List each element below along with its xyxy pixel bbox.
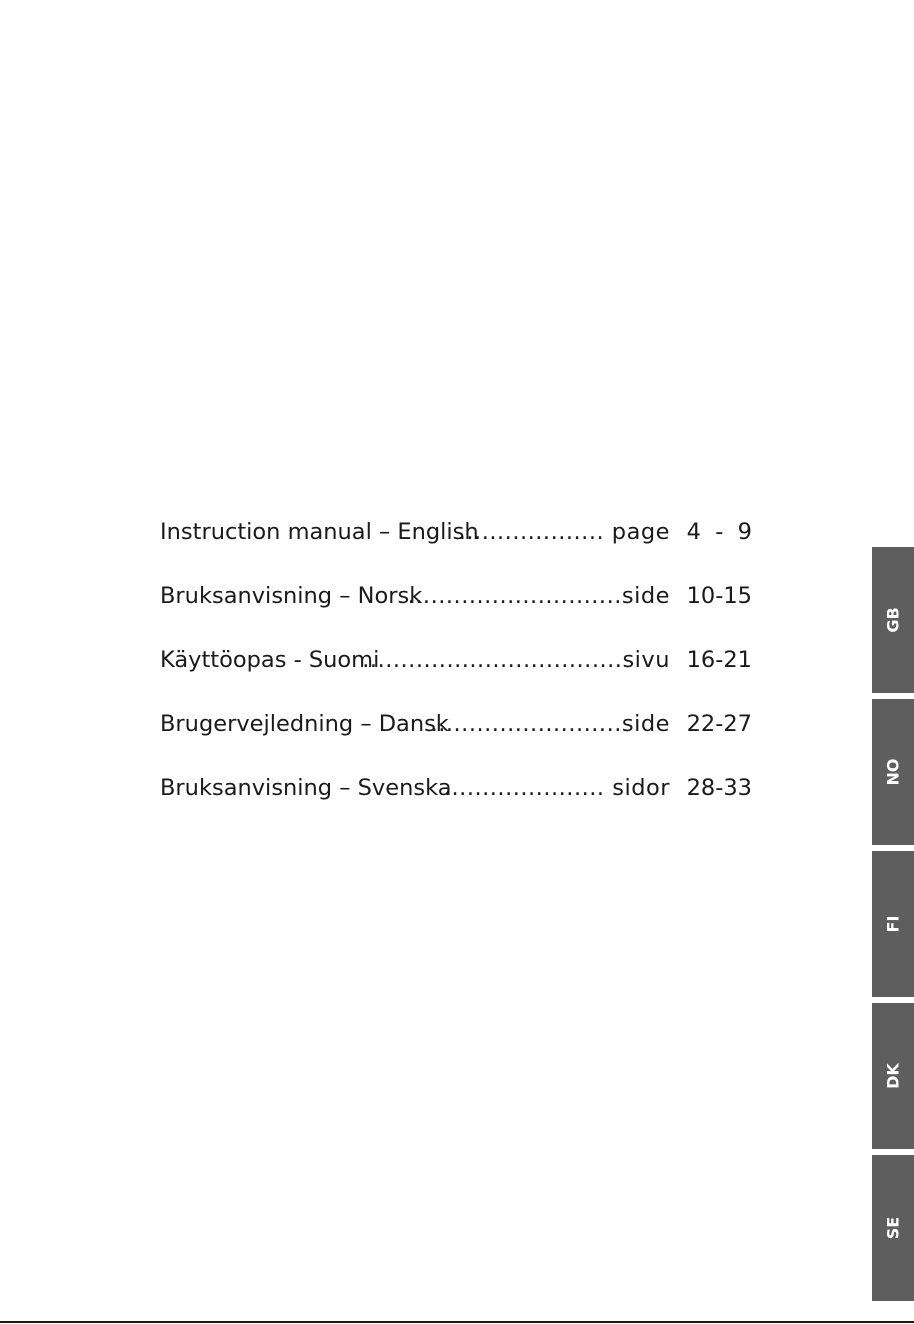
tab-label: GB — [883, 607, 903, 633]
tab-gb[interactable] — [872, 547, 914, 693]
toc-title: Käyttöopas - Suomi — [160, 647, 380, 673]
toc-leader-dots: .........................side — [430, 711, 670, 737]
tab-label: NO — [883, 758, 903, 786]
toc-page-range: 28-33 — [686, 775, 752, 801]
toc-page-word: side — [621, 711, 670, 737]
toc-row-dansk[interactable] — [160, 704, 752, 744]
toc-page-word: sivu — [622, 647, 670, 673]
table-of-contents — [160, 512, 752, 832]
toc-title: Bruksanvisning – Svenska — [160, 775, 452, 801]
toc-page-word: side — [621, 583, 670, 609]
toc-page-range: 4 - 9 — [686, 519, 752, 545]
tab-label: SE — [883, 1216, 903, 1240]
toc-row-norsk[interactable] — [160, 576, 752, 616]
toc-page-word: page — [611, 519, 670, 545]
tab-se[interactable] — [872, 1155, 914, 1301]
toc-leader-dots: ................... page — [458, 519, 670, 545]
toc-leader-dots: ..................... sidor — [443, 775, 670, 801]
toc-page-range: 22-27 — [686, 711, 752, 737]
language-tabs — [872, 547, 914, 1307]
tab-label: FI — [883, 915, 903, 933]
toc-title: Brugervejledning – Dansk — [160, 711, 449, 737]
tab-no[interactable] — [872, 699, 914, 845]
toc-row-suomi[interactable] — [160, 640, 752, 680]
tab-label: DK — [883, 1063, 903, 1089]
toc-page-range: 16-21 — [686, 647, 752, 673]
toc-title: Instruction manual – English — [160, 519, 479, 545]
toc-row-svenska[interactable] — [160, 768, 752, 808]
tab-dk[interactable] — [872, 1003, 914, 1149]
toc-leader-dots: ............................side — [407, 583, 670, 609]
bottom-divider — [0, 1321, 914, 1323]
tab-fi[interactable] — [872, 851, 914, 997]
toc-page-word: sidor — [612, 775, 670, 801]
toc-page-range: 10-15 — [686, 583, 752, 609]
toc-title: Bruksanvisning – Norsk — [160, 583, 423, 609]
toc-row-english[interactable] — [160, 512, 752, 552]
toc-leader-dots: ..................................sivu — [362, 647, 670, 673]
